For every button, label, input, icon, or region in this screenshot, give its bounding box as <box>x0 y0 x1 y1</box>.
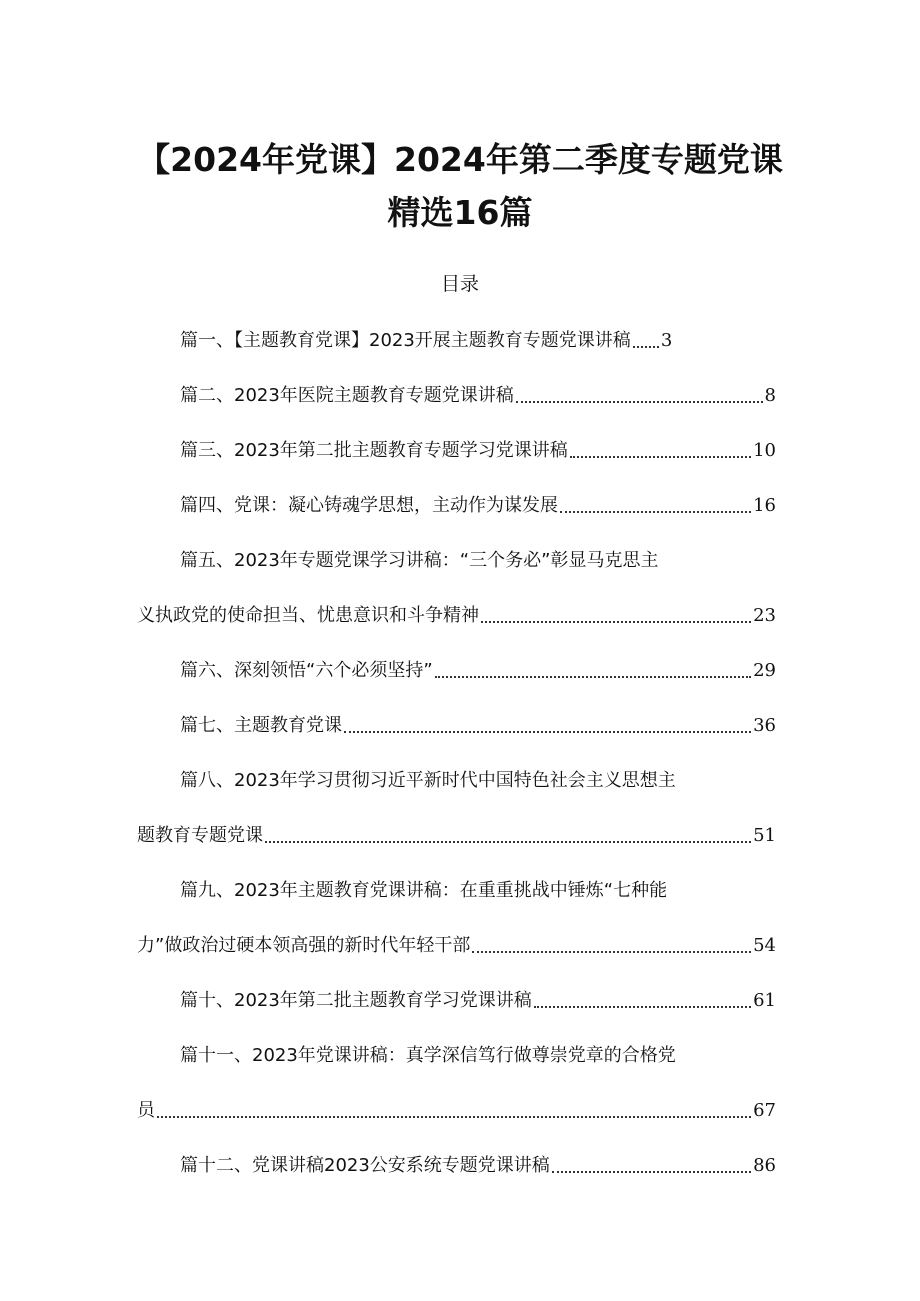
toc-entry-1[interactable] <box>137 324 776 354</box>
toc-entry-title: 篇八、2023年学习贯彻习近平新时代中国特色社会主义思想主 <box>180 770 676 791</box>
toc-page-number: 51 <box>753 825 776 846</box>
toc-leader-dots <box>344 730 751 733</box>
toc-heading: 目录 <box>440 273 479 295</box>
toc-page-number: 29 <box>753 660 776 681</box>
toc-leader-dots <box>633 345 659 348</box>
toc-entry-title: 篇十、2023年第二批主题教育学习党课讲稿 <box>180 990 532 1011</box>
title-line-2: 精选16篇 <box>387 193 533 232</box>
toc-entry-8-line-1[interactable] <box>137 764 776 794</box>
toc-page-number: 67 <box>753 1100 776 1121</box>
toc-page-number: 3 <box>660 330 673 351</box>
toc-entry-title: 篇三、2023年第二批主题教育专题学习党课讲稿 <box>180 440 568 461</box>
toc-leader-dots <box>560 510 751 513</box>
toc-entry-8-line-2[interactable] <box>137 819 776 849</box>
toc-entry-11-line-2[interactable] <box>137 1094 776 1124</box>
toc-entry-title: 篇十二、党课讲稿2023公安系统专题党课讲稿 <box>180 1155 550 1176</box>
toc-entry-6[interactable] <box>137 654 776 684</box>
toc-page-number: 61 <box>753 990 776 1011</box>
toc-entry-4[interactable] <box>137 489 776 519</box>
toc-entry-11-line-1[interactable] <box>137 1039 776 1069</box>
toc-entry-9-line-1[interactable] <box>137 874 776 904</box>
toc-page-number: 54 <box>753 935 776 956</box>
toc-entry-12[interactable] <box>137 1149 776 1179</box>
toc-page-number: 23 <box>753 605 776 626</box>
toc-entry-9-line-2[interactable] <box>137 929 776 959</box>
toc-entry-title-continued: 力”做政治过硬本领高强的新时代年轻干部 <box>137 935 471 956</box>
toc-leader-dots <box>516 400 763 403</box>
toc-page-number: 36 <box>753 715 776 736</box>
toc-leader-dots <box>265 840 751 843</box>
toc-entry-title-continued: 员 <box>137 1100 155 1121</box>
toc-entry-5-line-1[interactable] <box>137 544 776 574</box>
toc-entry-title: 篇一、【主题教育党课】2023开展主题教育专题党课讲稿 <box>180 330 631 351</box>
toc-entry-title: 篇六、深刻领悟“六个必须坚持” <box>180 660 433 681</box>
toc-entry-title: 篇二、2023年医院主题教育专题党课讲稿 <box>180 385 514 406</box>
toc-leader-dots <box>481 620 751 623</box>
toc-entry-title: 篇九、2023年主题教育党课讲稿：在重重挑战中锤炼“七种能 <box>180 880 668 901</box>
toc-page-number: 8 <box>764 385 776 406</box>
toc-entry-title-continued: 题教育专题党课 <box>137 825 263 846</box>
toc-leader-dots <box>435 675 751 678</box>
toc-entry-title: 篇十一、2023年党课讲稿：真学深信笃行做尊崇党章的合格党 <box>180 1045 676 1066</box>
toc-leader-dots <box>552 1170 751 1173</box>
toc-leader-dots <box>570 455 751 458</box>
toc-leader-dots <box>472 950 751 953</box>
toc-page-number: 86 <box>753 1155 776 1176</box>
toc-leader-dots <box>157 1115 751 1118</box>
toc-leader-dots <box>534 1005 751 1008</box>
title-line-1: 【2024年党课】2024年第二季度专题党课 <box>137 140 783 179</box>
toc-entry-7[interactable] <box>137 709 776 739</box>
toc-entry-10[interactable] <box>137 984 776 1014</box>
toc-page-number: 16 <box>753 495 776 516</box>
toc-entry-title: 篇五、2023年专题党课学习讲稿：“三个务必”彰显马克思主 <box>180 550 659 571</box>
toc-page-number: 10 <box>753 440 776 461</box>
toc-entry-title-continued: 义执政党的使命担当、忧患意识和斗争精神 <box>137 605 479 626</box>
toc-entry-3[interactable] <box>137 434 776 464</box>
toc-entry-5-line-2[interactable] <box>137 599 776 629</box>
toc-entry-title: 篇四、党课：凝心铸魂学思想，主动作为谋发展 <box>180 495 558 516</box>
toc-entry-title: 篇七、主题教育党课 <box>180 715 342 736</box>
toc-entry-2[interactable] <box>137 379 776 409</box>
